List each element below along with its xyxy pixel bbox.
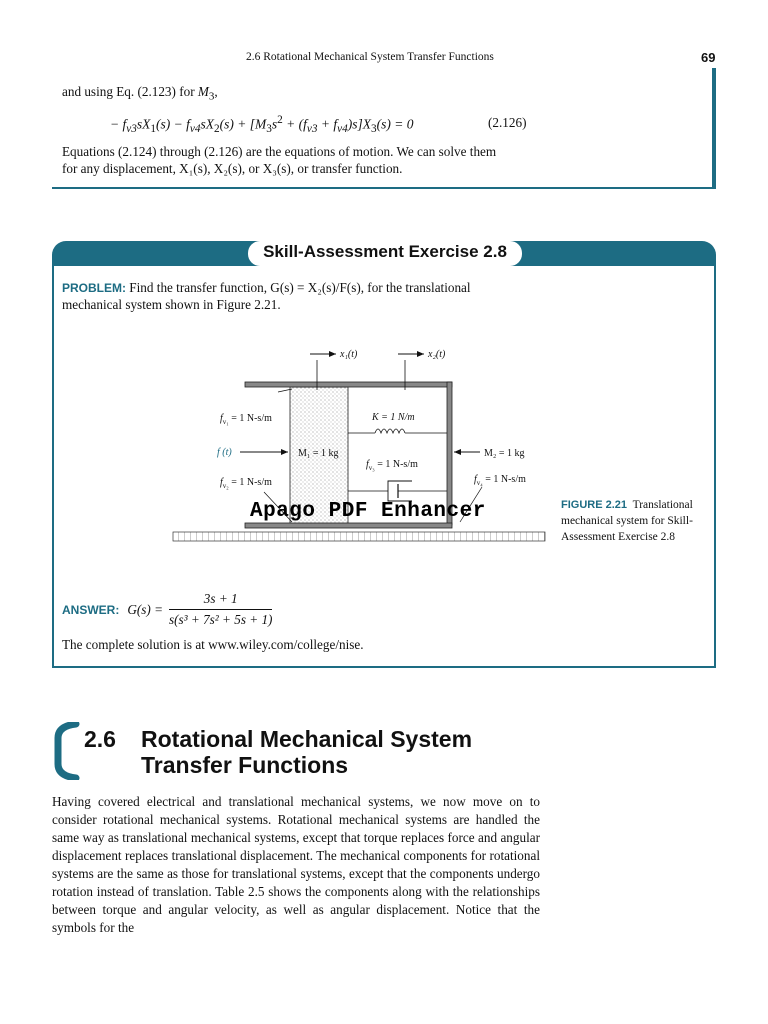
x2-label: x₂(t) xyxy=(428,349,446,360)
section-title-line-1: Rotational Mechanical System xyxy=(141,726,473,752)
m2-label: M₂ = 1 kg xyxy=(484,448,525,459)
fv3-label: $f_{v_3} = 1$ N-s/m xyxy=(366,459,418,472)
skill-bottom-rule xyxy=(52,666,716,668)
ground xyxy=(173,532,545,541)
running-head-section: 2.6 Rotational Mechanical System Transfer Functions xyxy=(246,51,494,63)
figure-label: FIGURE 2.21 xyxy=(561,499,628,511)
equation-2-126: − $f_{v3}sX_1(s) - f_{v4}sX_2(s) + [M_3s^2 + (f_{v3} + f_{v4})s]X_3(s) = 0$ xyxy=(110,114,414,136)
section-number: 2.6 xyxy=(84,726,116,752)
x1-label: x₁(t) xyxy=(340,349,358,360)
answer-fraction xyxy=(169,590,272,629)
answer-denominator: s(s³ + 7s² + 5s + 1) xyxy=(168,612,273,627)
answer xyxy=(62,590,272,629)
skill-right-rule xyxy=(714,265,716,667)
figure-caption-text: Translational mechanical system for Skill-Assessment Exercise 2.8 xyxy=(561,499,693,543)
fv4-label: $f_{v_4} = 1$ N-s/m xyxy=(474,474,526,487)
top-plate xyxy=(245,382,452,387)
watermark: Apago PDF Enhancer xyxy=(250,500,486,523)
section-title-line-2: Transfer Functions xyxy=(141,752,349,778)
solution-link-text: The complete solution is at www.wiley.com/college/nise. xyxy=(62,637,364,652)
section-body: Having covered electrical and translational mechanical systems, we now move on to consider rotational mechanical systems. Rotational mechanical systems are handled the same way as translational mechanical systems, except that torque replaces force and angular displacement replaces translational displacement. The mechanical components for rotational systems are the same as those for translational systems, except that the components undergo rotation instead of translation. Table 2.5 shows the components along with the relationships between torque and angular velocity, as well as angular displacement. Notice that the symbols for the xyxy=(52,794,540,935)
answer-numerator: 3s + 1 xyxy=(169,590,272,610)
spring-k xyxy=(375,429,405,433)
section-heading xyxy=(84,726,472,778)
problem-line-2: mechanical system shown in Figure 2.21. xyxy=(62,297,281,312)
fv2-label: $f_{v_2} = 1$ N-s/m xyxy=(220,477,272,490)
force-label: f (t) xyxy=(217,447,232,458)
k-label: K = 1 N/m xyxy=(372,412,415,423)
problem-label: PROBLEM: xyxy=(62,281,126,295)
paragraph-line-1: Equations (2.124) through (2.126) are the equations of motion. We can solve them xyxy=(62,144,497,159)
equation-number: (2.126) xyxy=(488,115,527,130)
answer-lhs: G(s) = xyxy=(127,601,163,617)
intro-line: and using Eq. (2.123) for $M_3$, xyxy=(62,84,218,103)
figure-caption xyxy=(561,497,721,545)
fv1-label: $f_{v_1} = 1$ N-s/m xyxy=(220,413,272,426)
skill-left-rule xyxy=(52,265,54,667)
skill-title: Skill-Assessment Exercise 2.8 xyxy=(263,242,507,261)
top-box-right-rule xyxy=(712,68,716,188)
m1-label: M₁ = 1 kg xyxy=(298,448,339,459)
answer-label: ANSWER: xyxy=(62,602,120,617)
page-number: 69 xyxy=(701,50,716,65)
top-box-bottom-rule xyxy=(52,187,716,189)
section-bracket-icon xyxy=(52,722,80,780)
paragraph-line-2: for any displacement, X₁(s), X₂(s), or X₃(s), or transfer function. xyxy=(62,161,403,176)
running-head xyxy=(0,50,768,66)
bottom-plate xyxy=(245,523,452,528)
problem-statement: PROBLEM: Find the transfer function, G(s) = X₂(s)/F(s), for the translational xyxy=(62,280,471,295)
